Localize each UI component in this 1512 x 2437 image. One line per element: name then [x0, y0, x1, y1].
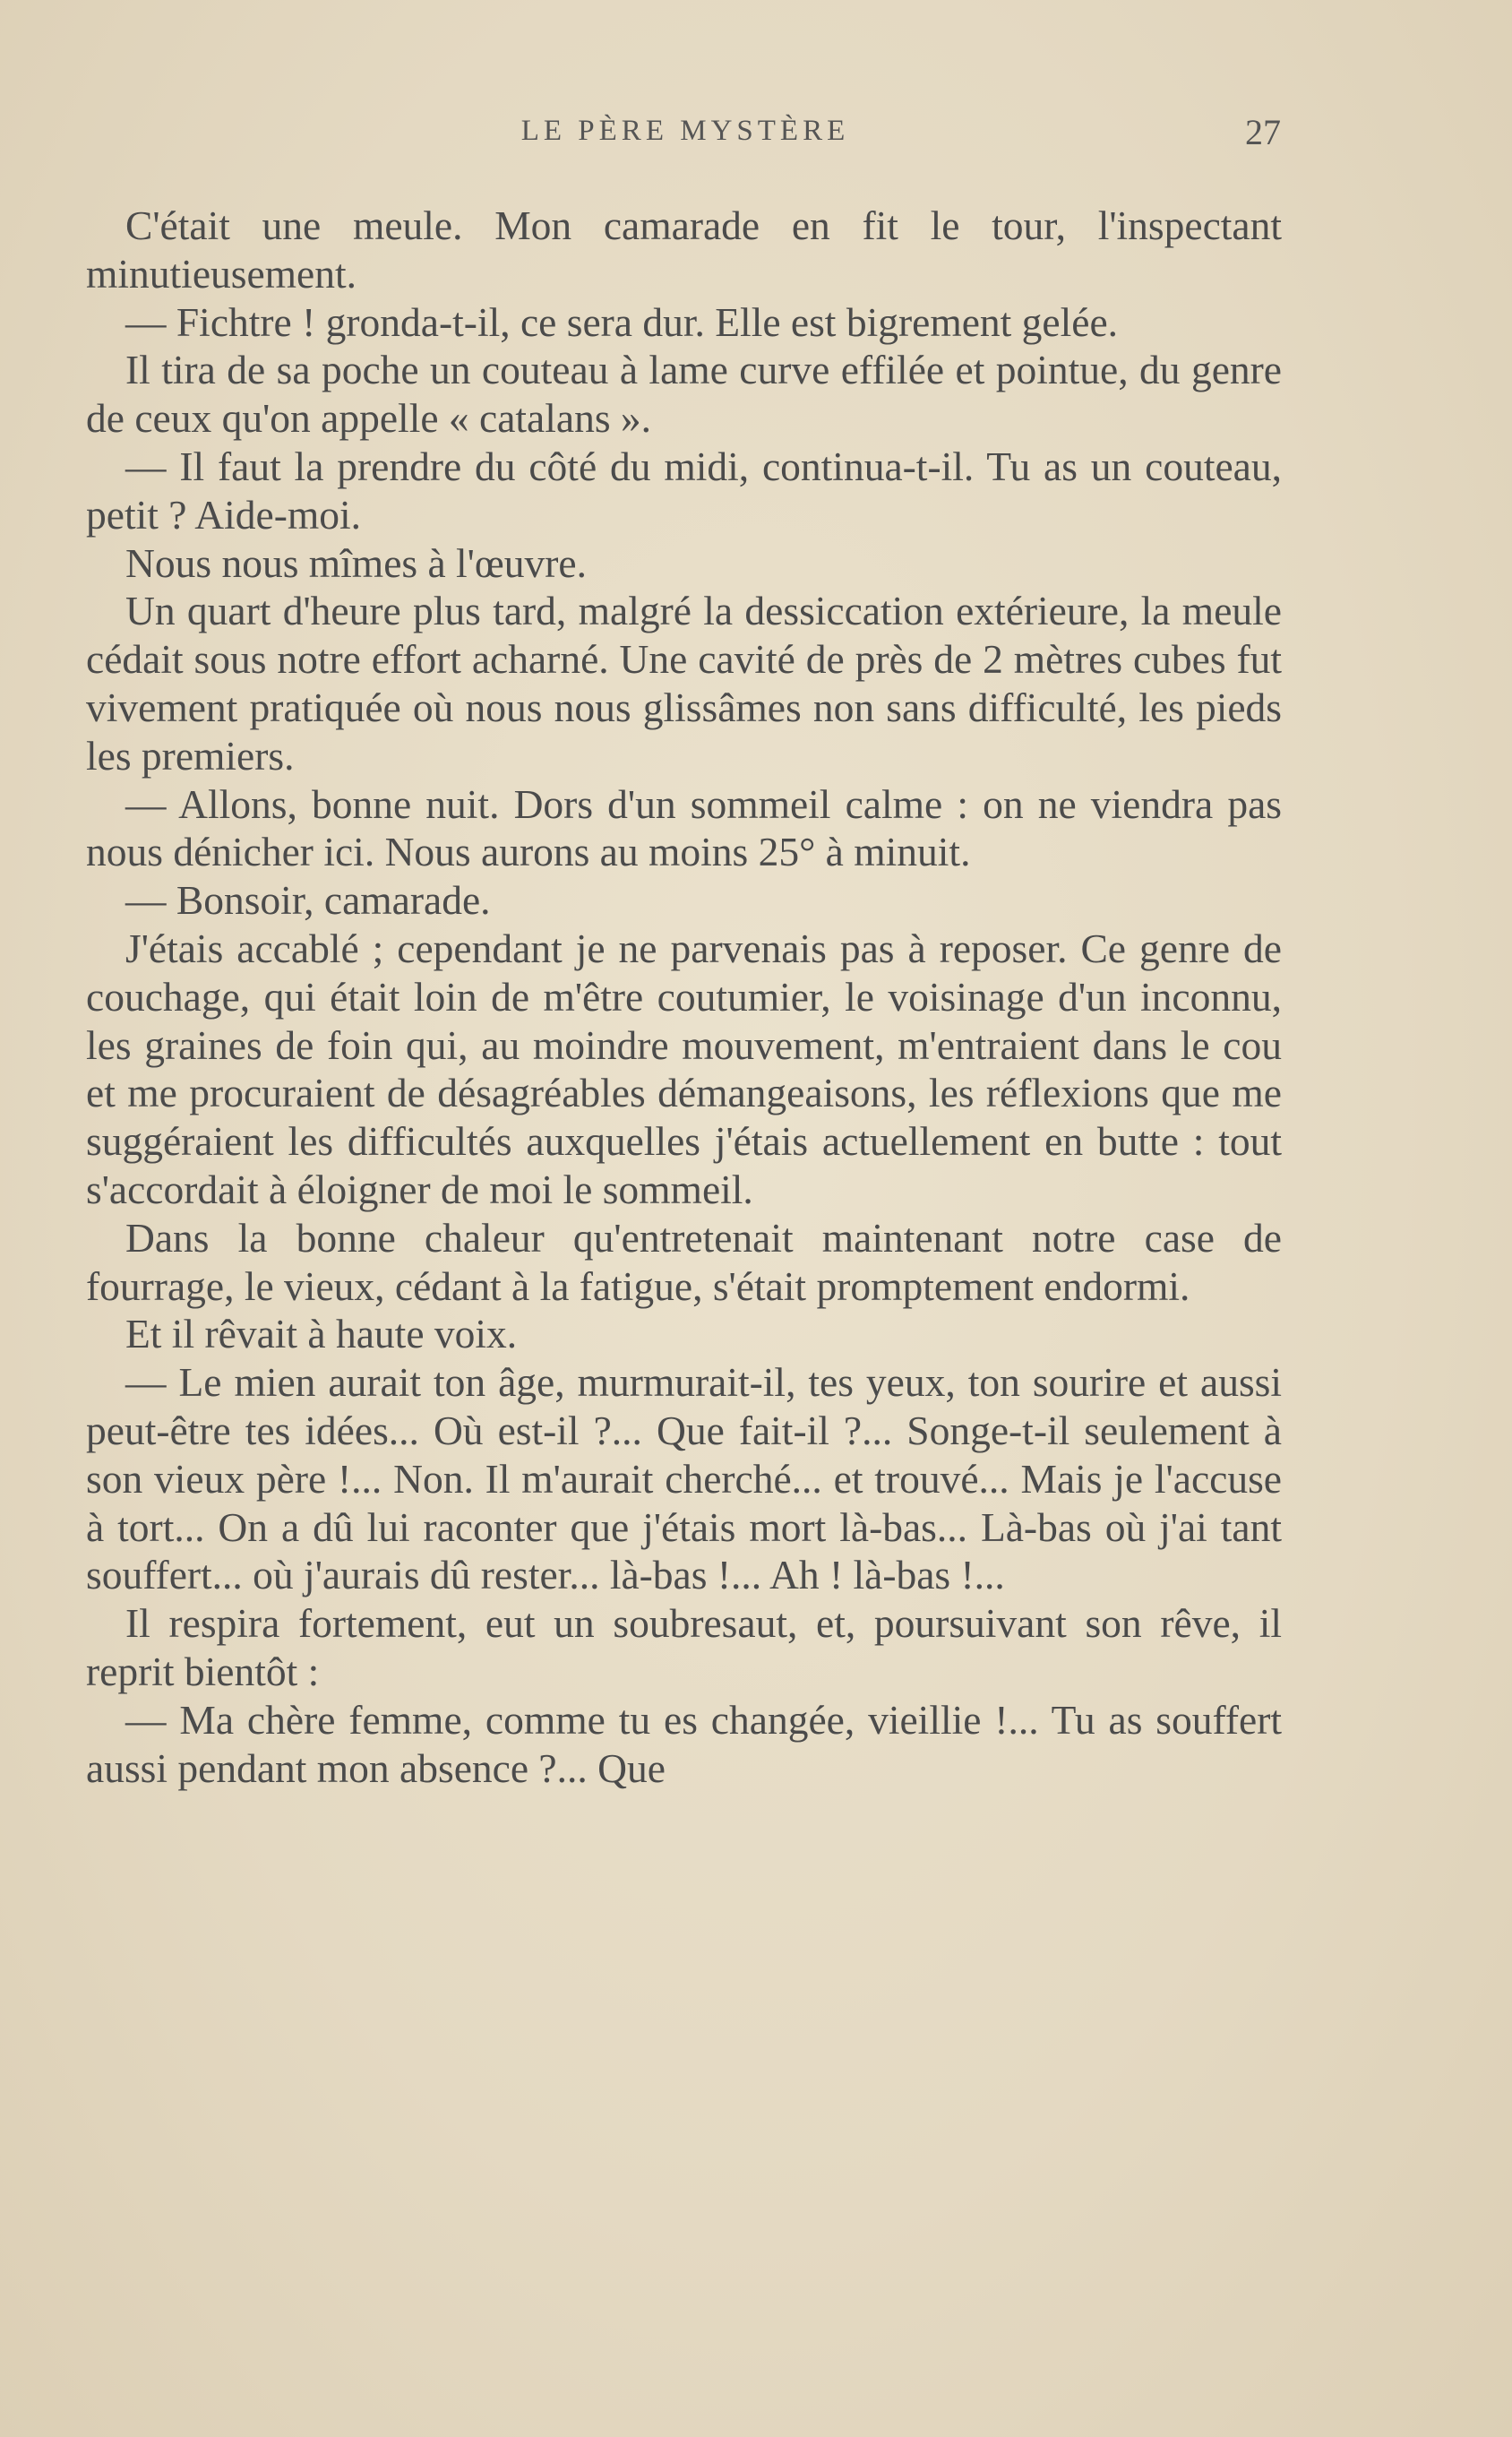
- paragraph: — Allons, bonne nuit. Dors d'un sommeil calme : on ne viendra pas nous dénicher ici. Nous aurons au moins 25° à minuit.: [86, 780, 1282, 875]
- running-head: [90, 112, 1281, 159]
- paragraph: — Le mien aurait ton âge, murmurait-il, tes yeux, ton sourire et aussi peut-être tes idées... Où est-il ?... Que fait-il ?... Songe-t-il seulement à son vieux père !... Non. Il m'aurait cherché... et trouvé... Mais je l'accuse à tort... On a dû lui raconter que j'étais mort là-bas... Là-bas où j'ai tant souffert... où j'aurais dû rester... là-bas !... Ah ! là-bas !...: [86, 1359, 1282, 1598]
- paragraph: Il tira de sa poche un couteau à lame curve effilée et pointue, du genre de ceux qu'on appelle « catalans ».: [86, 347, 1282, 442]
- paragraph: — Ma chère femme, comme tu es changée, vieillie !... Tu as souffert aussi pendant mon absence ?... Que: [86, 1696, 1282, 1791]
- paragraph: — Fichtre ! gronda-t-il, ce sera dur. Elle est bigrement gelée.: [125, 298, 1119, 345]
- paragraph: — Bonsoir, camarade.: [125, 877, 491, 924]
- paragraph: C'était une meule. Mon camarade en fit le tour, l'inspectant minutieusement.: [86, 202, 1282, 297]
- paragraph: J'étais accablé ; cependant je ne parvenais pas à reposer. Ce genre de couchage, qui était loin de m'être coutumier, le voisinage d'un inconnu, les graines de foin qui, au moindre mouvement, m'entraient dans le cou et me procuraient de désagréables démangeaisons, les réflexions que me suggéraient les difficultés auxquelles j'étais actuellement en butte : tout s'accordait à éloigner de moi le sommeil.: [86, 925, 1282, 1212]
- paragraph: Un quart d'heure plus tard, malgré la dessiccation extérieure, la meule cédait sous notre effort acharné. Une cavité de près de 2 mètres cubes fut vivement pratiquée où nous nous glissâmes non sans difficulté, les pieds les premiers.: [86, 588, 1282, 779]
- paragraph: Nous nous mîmes à l'œuvre.: [125, 539, 587, 586]
- paragraph: Et il rêvait à haute voix.: [125, 1311, 518, 1357]
- paragraph: Dans la bonne chaleur qu'entretenait maintenant notre case de fourrage, le vieux, cédant à la fatigue, s'était promptement endormi.: [86, 1214, 1282, 1309]
- running-title: LE PÈRE MYSTÈRE: [520, 115, 850, 147]
- paragraph: — Il faut la prendre du côté du midi, continua-t-il. Tu as un couteau, petit ? Aide-moi.: [86, 443, 1282, 538]
- paragraph: Il respira fortement, eut un soubresaut, et, poursuivant son rêve, il reprit bientôt :: [86, 1600, 1282, 1694]
- page-number: 27: [1245, 112, 1281, 152]
- body-text: [86, 202, 1282, 1792]
